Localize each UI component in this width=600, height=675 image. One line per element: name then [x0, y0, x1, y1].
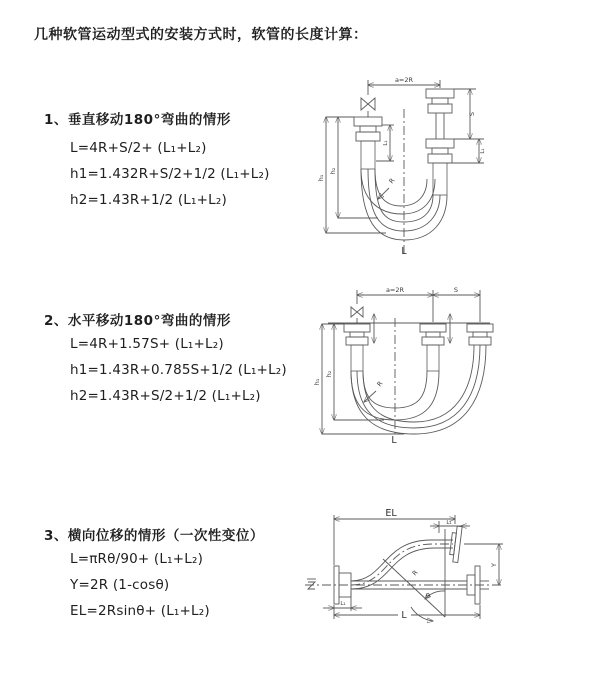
dim-fitting-right	[479, 139, 486, 163]
radius-callout	[378, 176, 397, 199]
middle-fitting	[420, 324, 446, 371]
label-theta: θ	[426, 592, 430, 600]
label-h2: h₂	[325, 370, 333, 378]
upper-flange	[449, 526, 462, 563]
right-fitting-upper	[426, 89, 454, 139]
section-3-formula-L: L=πRθ/90+ (L₁+L₂)	[70, 551, 204, 567]
dim-height-outer	[313, 324, 404, 434]
label-l1-right: L₁	[480, 148, 486, 154]
label-S: S	[453, 286, 459, 294]
label-l1-bottom: L₁	[340, 601, 346, 607]
diagram-lateral-displacement	[303, 503, 508, 638]
label-l1-left: L₁	[383, 140, 389, 146]
label-L: L	[401, 610, 407, 621]
dim-stroke-S	[447, 89, 484, 163]
label-L: L	[401, 246, 407, 257]
dim-width-a2R	[368, 76, 440, 95]
hose-s-curve	[351, 540, 453, 589]
label-Y: Y	[490, 563, 498, 567]
section-1-formula-L: L=4R+S/2+ (L₁+L₂)	[70, 140, 207, 156]
valve-icon	[361, 98, 375, 117]
dim-fitting-top	[430, 520, 470, 533]
dim-EL	[334, 508, 455, 565]
section-2-heading: 2、水平移动180°弯曲的情形	[44, 313, 231, 329]
label-h1: h₁	[313, 378, 321, 386]
dim-width-a2R	[357, 286, 480, 322]
fitting-length-arrows	[374, 314, 450, 343]
right-fitting	[467, 324, 493, 345]
section-3-formula-EL: EL=2Rsinθ+ (L₁+L₂)	[70, 603, 210, 619]
label-S: S	[468, 111, 476, 117]
dim-L	[334, 605, 480, 621]
section-1-heading: 1、垂直移动180°弯曲的情形	[44, 112, 231, 128]
label-R: R	[387, 176, 397, 186]
dim-fitting-left	[376, 125, 394, 161]
right-fitting-lower	[426, 139, 454, 195]
angle-construction	[383, 529, 445, 621]
valve-icon	[351, 307, 363, 324]
diagram-vertical-180-bend	[316, 73, 494, 261]
page-title: 几种软管运动型式的安装方式时，软管的长度计算：	[34, 27, 368, 43]
label-h2: h₂	[329, 167, 337, 175]
label-width: a=2R	[385, 286, 405, 294]
label-R: R	[375, 379, 385, 389]
section-2-formula-h2: h2=1.43R+S/2+1/2 (L₁+L₂)	[70, 388, 261, 404]
break-symbol	[307, 579, 316, 589]
section-1-formula-h2: h2=1.43R+1/2 (L₁+L₂)	[70, 192, 227, 208]
dim-Y	[464, 544, 503, 585]
section-2-formula-L: L=4R+1.57S+ (L₁+L₂)	[70, 336, 224, 352]
section-2-formula-h1: h1=1.43R+0.785S+1/2 (L₁+L₂)	[70, 362, 287, 378]
label-R: R	[410, 568, 420, 578]
radius-callout	[364, 379, 385, 402]
label-width: a=2R	[394, 76, 414, 84]
left-fitting	[344, 324, 370, 371]
dim-fitting-left	[323, 591, 362, 611]
label-l1-top: L₁	[446, 520, 452, 526]
diagram-horizontal-180-bend	[314, 284, 496, 446]
section-3-formula-Y: Y=2R (1-cosθ)	[70, 577, 170, 593]
label-EL: EL	[385, 508, 397, 519]
label-L: L	[391, 435, 397, 446]
label-h1: h₁	[317, 174, 325, 182]
section-3-heading: 3、横向位移的情形（一次性变位）	[44, 528, 264, 544]
dim-height-inner	[325, 324, 384, 420]
hose-u-curves	[351, 345, 486, 434]
section-1-formula-h1: h1=1.432R+S/2+1/2 (L₁+L₂)	[70, 166, 270, 182]
